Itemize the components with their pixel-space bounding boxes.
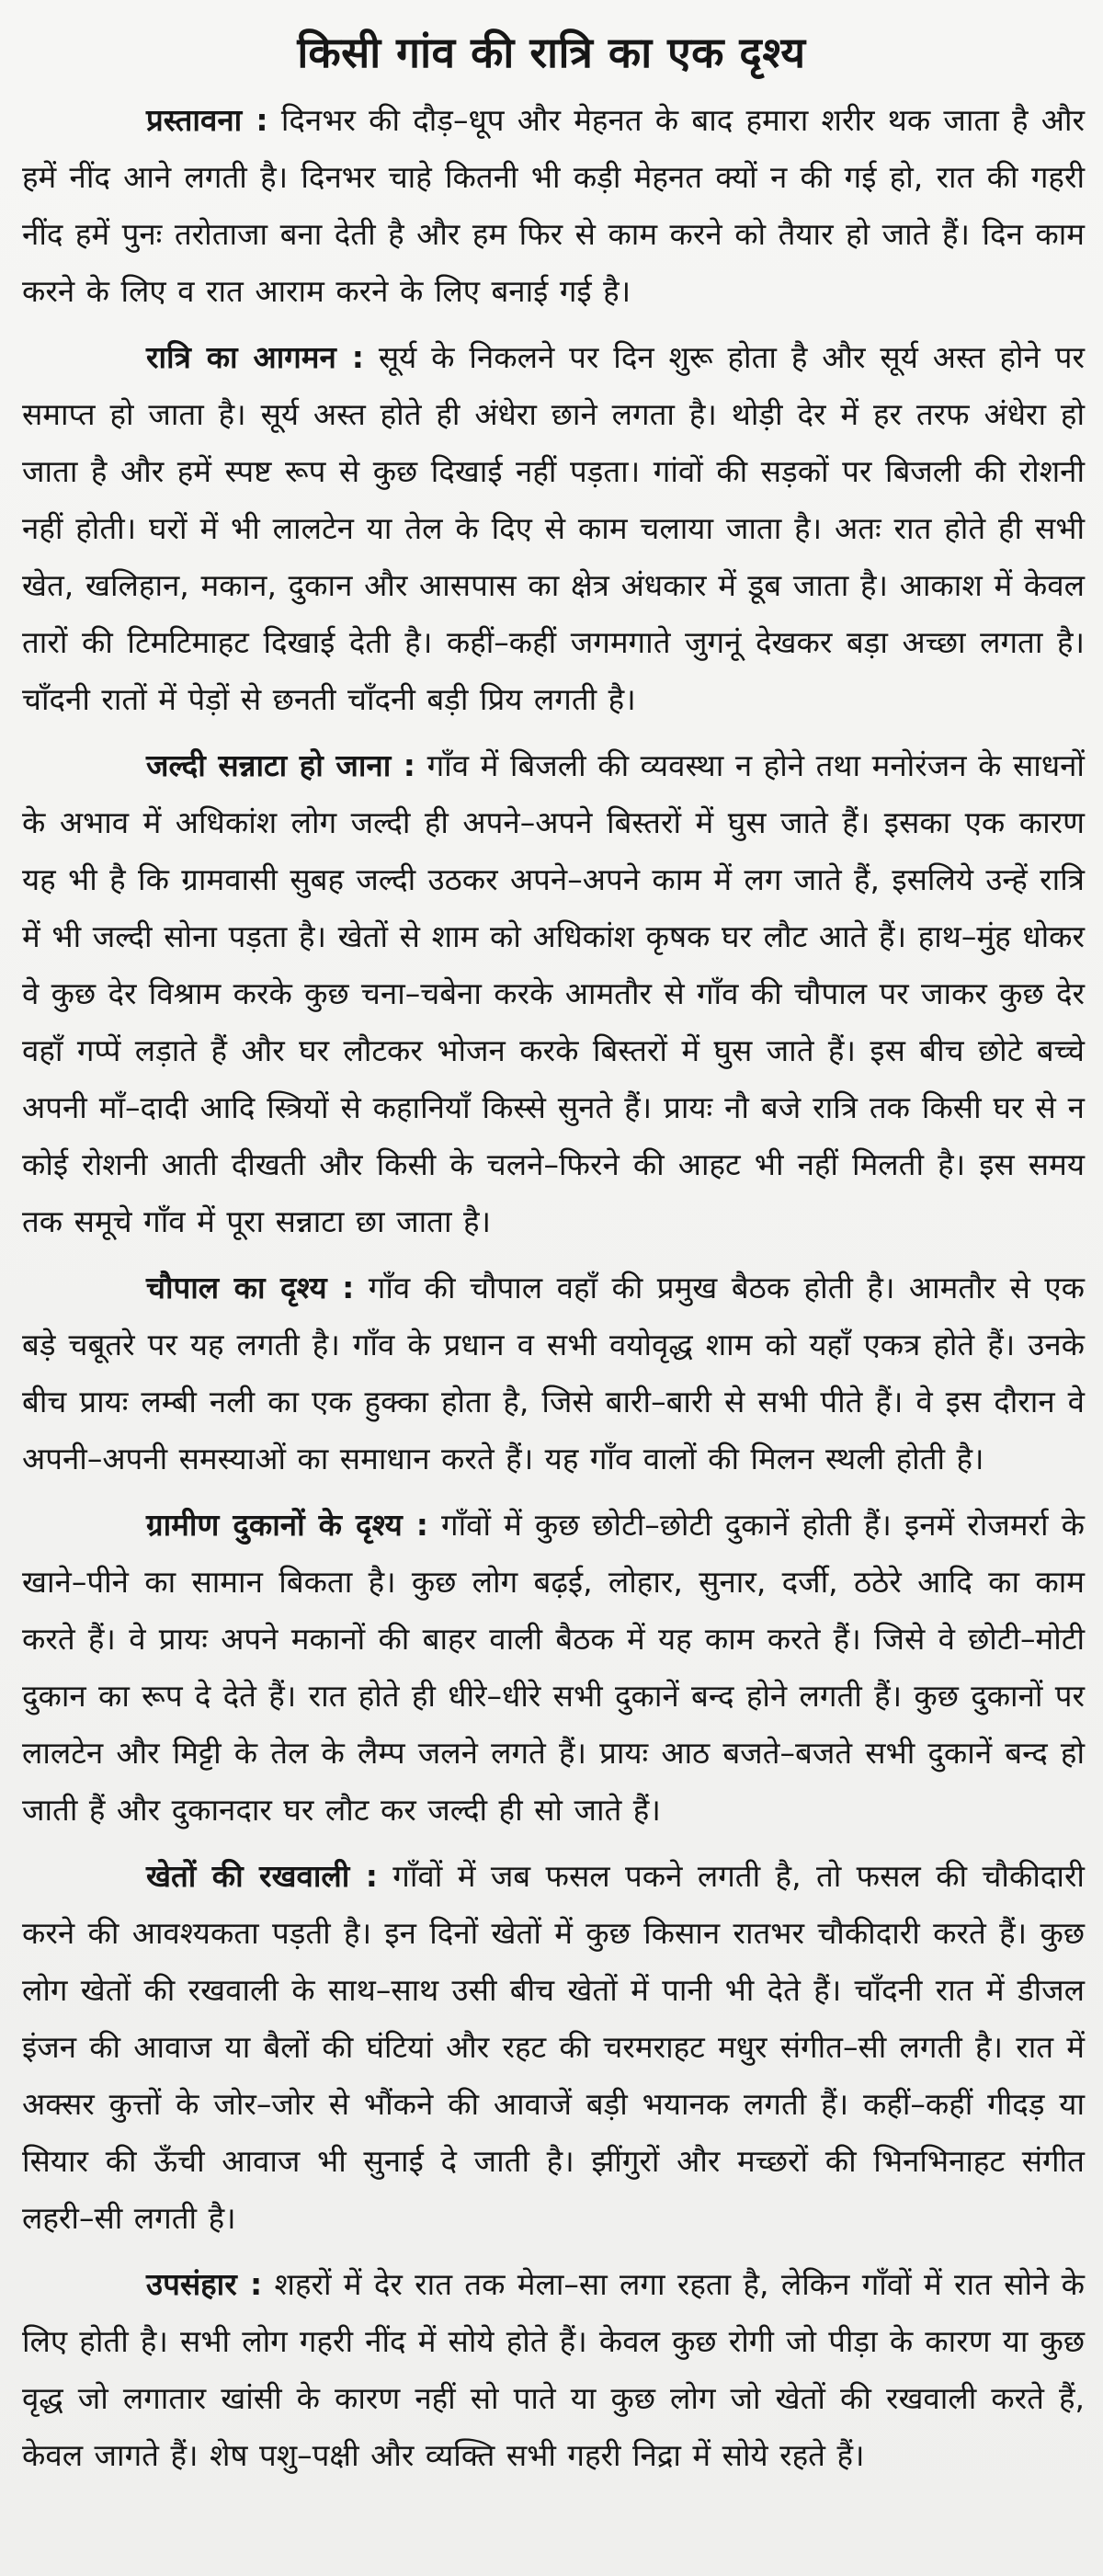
paragraph-chaupal-scene [22, 1260, 1085, 1487]
section-text: दिनभर की दौड़–धूप और मेहनत के बाद हमारा शरीर थक जाता है और हमें नींद आने लगती है। दिनभर चाहे कितनी भी कड़ी मेहनत क्यों न की गई हो, रात की गहरी नींद हमें पुनः तरोताजा बना देती है और हम फिर से काम करने को तैयार हो जाते हैं। दिन काम करने के लिए व रात आराम करने के लिए बनाई गई है। [22, 102, 1085, 309]
paragraph-night-arrival [22, 329, 1085, 728]
paragraph-early-silence [22, 737, 1085, 1250]
section-heading: खेतों की रखवाली : [146, 1858, 378, 1894]
section-text: सूर्य के निकलने पर दिन शुरू होता है और सूर्य अस्त होने पर समाप्त हो जाता है। सूर्य अस्त होते ही अंधेरा छाने लगता है। थोड़ी देर में हर तरफ अंधेरा हो जाता है और हमें स्पष्ट रूप से कुछ दिखाई नहीं पड़ता। गांवों की सड़कों पर बिजली की रोशनी नहीं होती। घरों में भी लालटेन या तेल के दिए से काम चलाया जाता है। अतः रात होते ही सभी खेत, खलिहान, मकान, दुकान और आसपास का क्षेत्र अंधकार में डूब जाता है। आकाश में केवल तारों की टिमटिमाहट दिखाई देती है। कहीं–कहीं जगमगाते जुगनूं देखकर बड़ा अच्छा लगता है। चाँदनी रातों में पेड़ों से छनती चाँदनी बड़ी प्रिय लगती है। [22, 339, 1085, 717]
section-text: गाँवों में कुछ छोटी–छोटी दुकानें होती हैं। इनमें रोजमर्रा के खाने–पीने का सामान बिकता है। कुछ लोग बढ़ई, लोहार, सुनार, दर्जी, ठठेरे आदि का काम करते हैं। वे प्रायः अपने मकानों की बाहर वाली बैठक में यह काम करते हैं। जिसे वे छोटी–मोटी दुकान का रूप दे देते हैं। रात होते ही धीरे–धीरे सभी दुकानें बन्द होने लगती हैं। कुछ दुकानों पर लालटेन और मिट्टी के तेल के लैम्प जलने लगते हैं। प्रायः आठ बजते–बजते सभी दुकानें बन्द हो जाती हैं और दुकानदार घर लौट कर जल्दी ही सो जाते हैं। [22, 1507, 1085, 1828]
section-text: शहरों में देर रात तक मेला–सा लगा रहता है, लेकिन गाँवों में रात सोने के लिए होती है। सभी लोग गहरी नींद में सोये होते हैं। केवल कुछ रोगी जो पीड़ा के कारण या कुछ वृद्ध जो लगातार खांसी के कारण नहीं सो पाते या कुछ लोग जो खेतों की रखवाली करते हैं, केवल जागते हैं। शेष पशु–पक्षी और व्यक्ति सभी गहरी निद्रा में सोये रहते हैं। [22, 2266, 1085, 2473]
section-heading: जल्दी सन्नाटा हो जाना : [146, 747, 415, 783]
section-heading: प्रस्तावना : [146, 102, 268, 138]
section-heading: ग्रामीण दुकानों के दृश्य : [146, 1507, 428, 1543]
section-heading: उपसंहार : [146, 2266, 263, 2302]
essay-title: किसी गांव की रात्रि का एक दृश्य [297, 28, 806, 77]
section-heading: चौपाल का दृश्य : [146, 1270, 355, 1305]
paragraph-introduction [22, 92, 1085, 320]
paragraph-field-guarding [22, 1848, 1085, 2247]
section-text: गाँव में बिजली की व्यवस्था न होने तथा मनोरंजन के साधनों के अभाव में अधिकांश लोग जल्दी ही अपने–अपने बिस्तरों में घुस जाते हैं। इसका एक कारण यह भी है कि ग्रामवासी सुबह जल्दी उठकर अपने–अपने काम में लग जाते हैं, इसलिये उन्हें रात्रि में भी जल्दी सोना पड़ता है। खेतों से शाम को अधिकांश कृषक घर लौट आते हैं। हाथ–मुंह धोकर वे कुछ देर विश्राम करके कुछ चना–चबेना करके आमतौर से गाँव की चौपाल पर जाकर कुछ देर वहाँ गप्पें लड़ाते हैं और घर लौटकर भोजन करके बिस्तरों में घुस जाते हैं। इस बीच छोटे बच्चे अपनी माँ–दादी आदि स्त्रियों से कहानियाँ किस्से सुनते हैं। प्रायः नौ बजे रात्रि तक किसी घर से न कोई रोशनी आती दीखती और किसी के चलने–फिरने की आहट भी नहीं मिलती है। इस समय तक समूचे गाँव में पूरा सन्नाटा छा जाता है। [22, 747, 1085, 1239]
section-text: गाँव की चौपाल वहाँ की प्रमुख बैठक होती है। आमतौर से एक बड़े चबूतरे पर यह लगती है। गाँव के प्रधान व सभी वयोवृद्ध शाम को यहाँ एकत्र होते हैं। उनके बीच प्रायः लम्बी नली का एक हुक्का होता है, जिसे बारी–बारी से सभी पीते हैं। वे इस दौरान वे अपनी–अपनी समस्याओं का समाधान करते हैं। यह गाँव वालों की मिलन स्थली होती है। [22, 1270, 1085, 1476]
section-heading: रात्रि का आगमन : [146, 339, 364, 375]
paragraph-conclusion [22, 2256, 1085, 2484]
paragraph-village-shops [22, 1497, 1085, 1839]
section-text: गाँवों में जब फसल पकने लगती है, तो फसल की चौकीदारी करने की आवश्यकता पड़ती है। इन दिनों खेतों में कुछ किसान रातभर चौकीदारी करते हैं। कुछ लोग खेतों की रखवाली के साथ–साथ उसी बीच खेतों में पानी भी देते हैं। चाँदनी रात में डीजल इंजन की आवाज या बैलों की घंटियां और रहट की चरमराहट मधुर संगीत–सी लगती है। रात में अक्सर कुत्तों के जोर–जोर से भौंकने की आवाजें बड़ी भयानक लगती हैं। कहीं–कहीं गीदड़ या सियार की ऊँची आवाज भी सुनाई दे जाती है। झींगुरों और मच्छरों की भिनभिनाहट संगीत लहरी–सी लगती है। [22, 1858, 1085, 2236]
essay-body [22, 92, 1085, 2493]
